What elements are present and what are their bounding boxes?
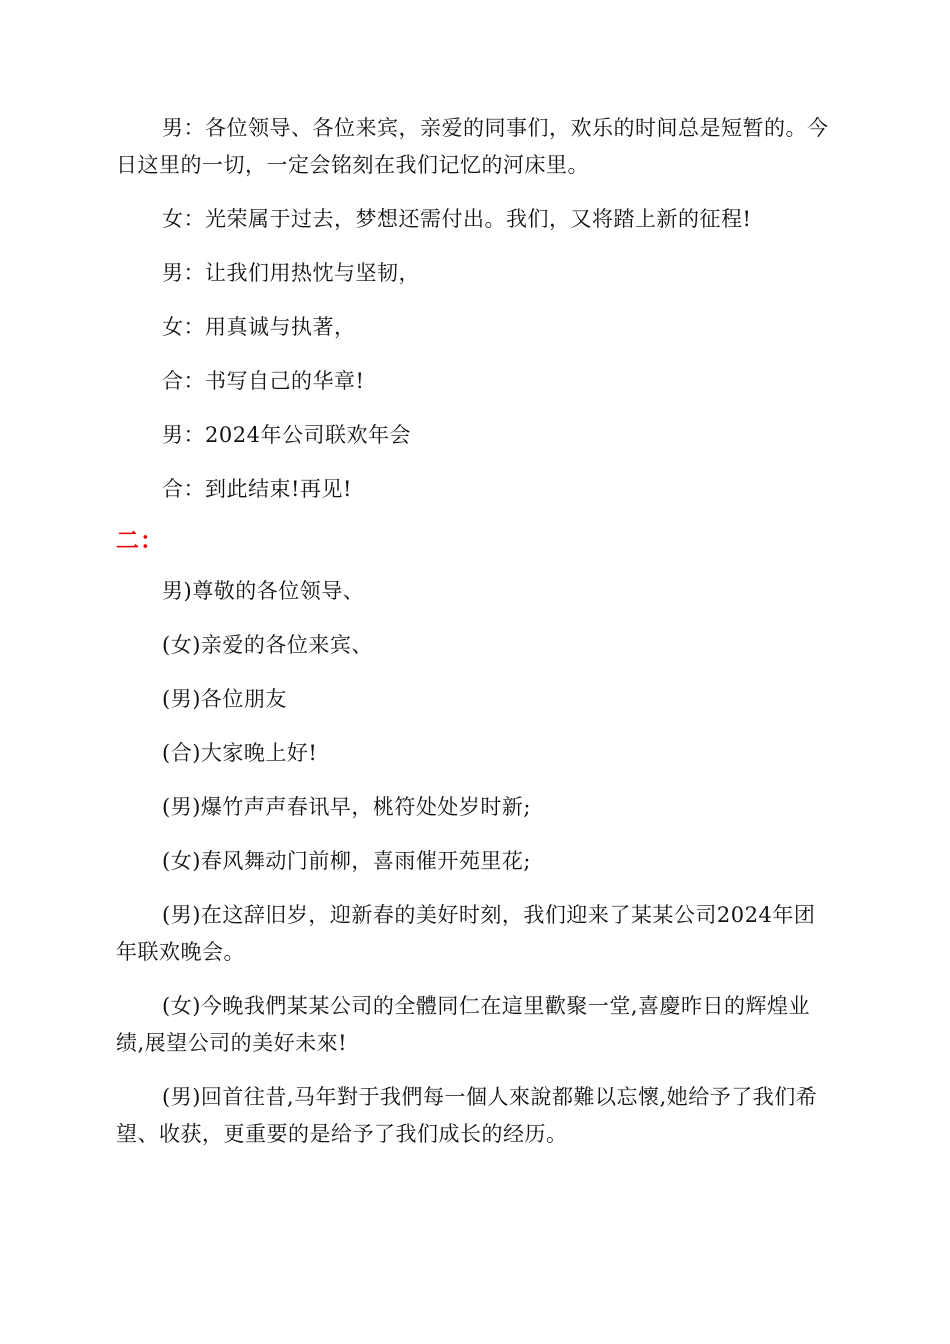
paragraph: (合)大家晚上好! (162, 741, 318, 765)
paragraph: (男)回首往昔,马年對于我們每一個人來說都難以忘懷,她给予了我们希望、收获，更重要的是给予了我们成长的经历。 (116, 1085, 818, 1146)
paragraph: (女)春风舞动门前柳，喜雨催开苑里花; (162, 849, 531, 873)
section-heading: 二： (116, 527, 164, 554)
paragraph: 男：让我们用热忱与坚韧， (162, 261, 420, 285)
paragraph: (女)今晚我們某某公司的全體同仁在這里歡聚一堂,喜慶昨日的辉煌业绩,展望公司的美好未來! (116, 994, 811, 1055)
paragraph: 男：各位领导、各位来宾，亲爱的同事们，欢乐的时间总是短暂的。今日这里的一切，一定会铭刻在我们记忆的河床里。 (116, 116, 829, 177)
document-body (116, 110, 836, 1170)
paragraph: (女)亲爱的各位来宾、 (162, 633, 373, 657)
paragraph: (男)各位朋友 (162, 687, 287, 711)
paragraph: 合：书写自己的华章! (162, 369, 365, 393)
paragraph: (男)在这辞旧岁，迎新春的美好时刻，我们迎来了某某公司2024年团年联欢晚会。 (116, 903, 816, 964)
paragraph: 女：用真诚与执著， (162, 315, 356, 339)
paragraph: 合：到此结束!再见! (162, 477, 352, 501)
paragraph: 女：光荣属于过去，梦想还需付出。我们，又将踏上新的征程! (162, 207, 752, 231)
paragraph: 男)尊敬的各位领导、 (162, 579, 365, 603)
paragraph: 男：2024年公司联欢年会 (162, 423, 411, 447)
paragraph: (男)爆竹声声春讯早，桃符处处岁时新; (162, 795, 531, 819)
